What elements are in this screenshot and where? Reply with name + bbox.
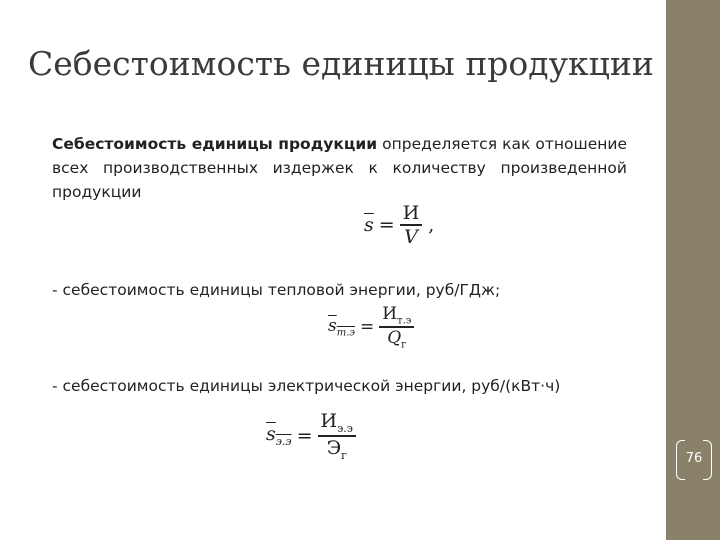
formula-heat-cost xyxy=(328,304,414,351)
formula-electric-denominator: $Э_г$ xyxy=(326,436,347,462)
formula-heat-fraction xyxy=(379,304,414,351)
formula-equals: = xyxy=(378,214,395,236)
page-number-badge xyxy=(676,440,712,480)
formula-electric-cost xyxy=(266,410,356,462)
bullet-heat-energy: - себестоимость единицы тепловой энергии, руб/ГДж; xyxy=(52,281,501,299)
definition-term: Себестоимость единицы продукции xyxy=(52,135,378,153)
slide-title: Себестоимость единицы продукции xyxy=(28,44,654,83)
formula-fraction xyxy=(400,202,423,248)
formula-electric-lhs: $s_{э.э}$ xyxy=(266,423,292,449)
formula-electric-equals: = xyxy=(296,424,313,447)
formula-electric-numerator: $И_{э.э}$ xyxy=(318,410,356,437)
formula-electric-fraction xyxy=(318,410,356,462)
formula-heat-lhs: $s_{т.э}$ xyxy=(328,316,355,339)
formula-heat-denominator: $Q_г$ xyxy=(387,328,407,351)
page-number: 76 xyxy=(685,451,703,466)
formula-unit-cost xyxy=(364,202,439,248)
formula-lhs: $\overline{s}$ xyxy=(364,214,374,236)
bullet-electric-energy: - себестоимость единицы электрической энергии, руб/(кВт·ч) xyxy=(52,377,561,395)
formula-numerator: И xyxy=(400,202,423,226)
formula-heat-numerator: $И_{т.э}$ xyxy=(379,304,414,328)
formula-denominator: V xyxy=(404,226,418,248)
definition-text: определяется как отношение всех производственных издержек к количеству произведенной продукции xyxy=(52,135,627,201)
definition-paragraph xyxy=(52,132,627,204)
formula-comma: , xyxy=(428,214,435,236)
band-divider xyxy=(664,0,666,540)
formula-heat-equals: = xyxy=(360,317,375,338)
